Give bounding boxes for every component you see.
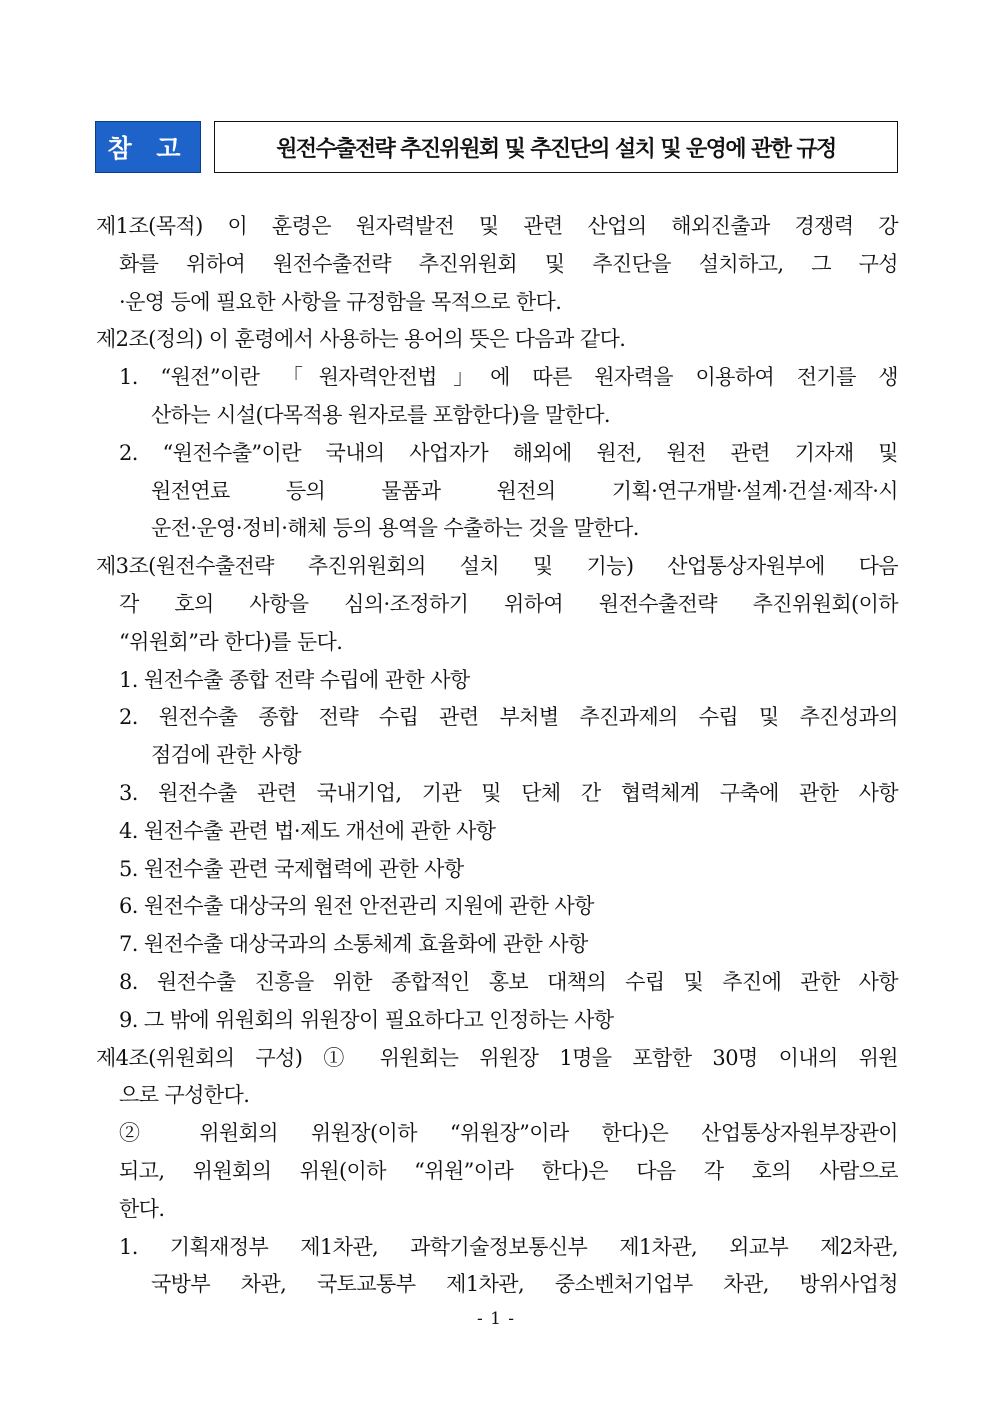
article-4-line: 으로 구성한다. bbox=[119, 1083, 250, 1108]
article-3-item: 8. 원전수출 진흥을 위한 종합적인 홍보 대책의 수립 및 추진에 관한 사항 bbox=[119, 969, 898, 994]
article-4-item: 1. 기획재정부 제1차관, 과학기술정보통신부 제1차관, 외교부 제2차관, bbox=[119, 1234, 898, 1259]
article-3-item-continuation: 점검에 관한 사항 bbox=[151, 743, 301, 768]
regulation-body bbox=[96, 208, 898, 1304]
article-2-item: 1. “원전”이란 「원자력안전법」에 따른 원자력을 이용하여 전기를 생 bbox=[119, 365, 898, 390]
article-1-line: 화를 위하여 원전수출전략 추진위원회 및 추진단을 설치하고, 그 구성 bbox=[119, 251, 898, 276]
article-4-paragraph: ② 위원회의 위원장(이하 “위원장”이라 한다)은 산업통상자원부장관이 bbox=[119, 1121, 898, 1146]
article-3-line: “위원회”라 한다)를 둔다. bbox=[119, 629, 343, 654]
article-3-line: 제3조(원전수출전략 추진위원회의 설치 및 기능) 산업통상자원부에 다음 bbox=[96, 554, 898, 579]
article-2-item-continuation: 운전·운영·정비·해체 등의 용역을 수출하는 것을 말한다. bbox=[151, 516, 639, 541]
reference-badge: 참 고 bbox=[95, 121, 201, 173]
article-3-item: 5. 원전수출 관련 국제협력에 관한 사항 bbox=[119, 856, 464, 881]
article-3-item: 9. 그 밖에 위원회의 위원장이 필요하다고 인정하는 사항 bbox=[119, 1007, 614, 1032]
article-1-line: 제1조(목적) 이 훈령은 원자력발전 및 관련 산업의 해외진출과 경쟁력 강 bbox=[96, 214, 898, 238]
article-3-line: 각 호의 사항을 심의·조정하기 위하여 원전수출전략 추진위원회(이하 bbox=[119, 591, 898, 616]
article-2-item: 2. “원전수출”이란 국내의 사업자가 해외에 원전, 원전 관련 기자재 및 bbox=[119, 440, 898, 465]
article-4-line: 제4조(위원회의 구성) ① 위원회는 위원장 1명을 포함한 30명 이내의 위원 bbox=[96, 1045, 898, 1070]
article-4-paragraph: 한다. bbox=[119, 1196, 165, 1221]
article-2-item-continuation: 산하는 시설(다목적용 원자로를 포함한다)을 말한다. bbox=[151, 402, 610, 427]
article-3-item: 3. 원전수출 관련 국내기업, 기관 및 단체 간 협력체계 구축에 관한 사항 bbox=[119, 780, 898, 805]
document-title: 원전수출전략 추진위원회 및 추진단의 설치 및 운영에 관한 규정 bbox=[214, 121, 898, 173]
article-3-item: 2. 원전수출 종합 전략 수립 관련 부처별 추진과제의 수립 및 추진성과의 bbox=[119, 705, 898, 730]
article-2-item-continuation: 원전연료 등의 물품과 원전의 기획·연구개발·설계·건설·제작·시 bbox=[151, 478, 898, 503]
article-3-item: 7. 원전수출 대상국과의 소통체계 효율화에 관한 사항 bbox=[119, 932, 588, 957]
article-4-item-continuation: 국방부 차관, 국토교통부 제1차관, 중소벤처기업부 차관, 방위사업청 bbox=[151, 1272, 898, 1297]
article-1-line: ·운영 등에 필요한 사항을 규정함을 목적으로 한다. bbox=[119, 289, 562, 314]
article-4-paragraph: 되고, 위원회의 위원(이하 “위원”이라 한다)은 다음 각 호의 사람으로 bbox=[119, 1158, 898, 1183]
document-header bbox=[95, 121, 898, 173]
page-number: - 1 - bbox=[476, 1309, 516, 1329]
article-2-line: 제2조(정의) 이 훈령에서 사용하는 용어의 뜻은 다음과 같다. bbox=[96, 327, 626, 352]
article-3-item: 6. 원전수출 대상국의 원전 안전관리 지원에 관한 사항 bbox=[119, 894, 594, 919]
article-3-item: 1. 원전수출 종합 전략 수립에 관한 사항 bbox=[119, 667, 470, 692]
article-3-item: 4. 원전수출 관련 법·제도 개선에 관한 사항 bbox=[119, 818, 496, 843]
